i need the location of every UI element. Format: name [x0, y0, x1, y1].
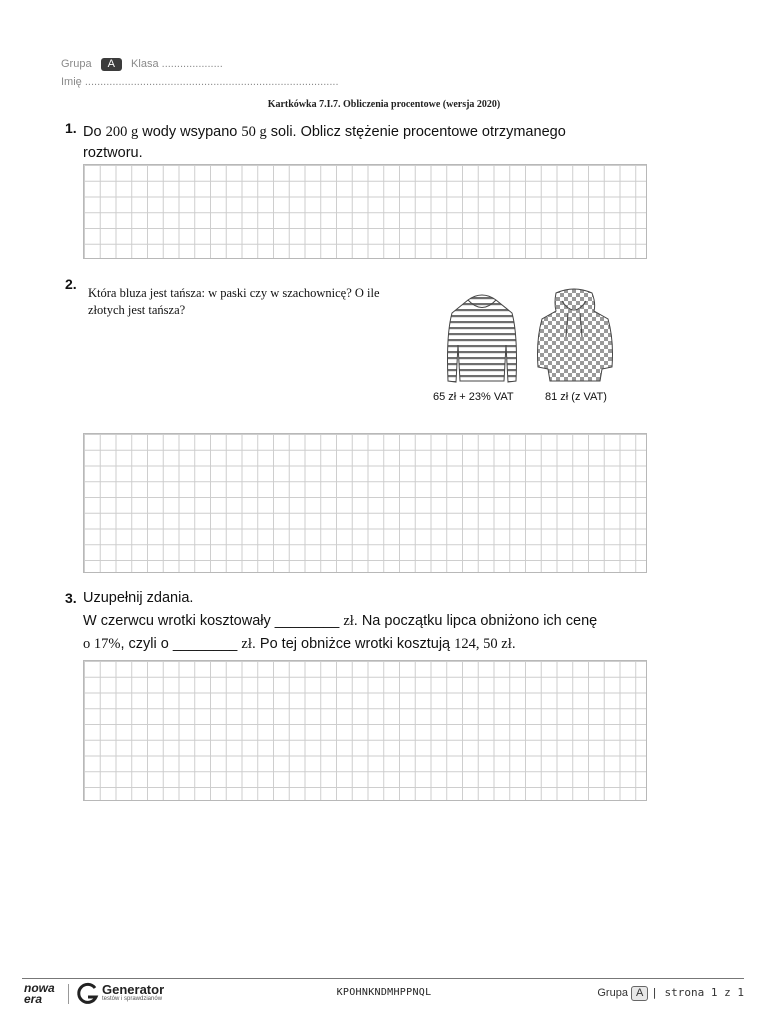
- q1-text-d: roztworu.: [83, 145, 143, 161]
- footer-page-info: [597, 986, 744, 1001]
- q1-number: 1.: [65, 120, 77, 136]
- footer-code: KPOHNKNDMHPPNQL: [336, 987, 432, 998]
- q1-math-b: 50 g: [241, 124, 267, 140]
- price-checked: 81 zł (z VAT): [545, 391, 607, 403]
- q3-l2-b: . Po tej obniżce wrotki kosztują: [251, 636, 455, 652]
- q2-line1: Która bluza jest tańsza: w paski czy w szachownicę? O ile: [88, 286, 380, 300]
- header-group-row: [61, 58, 223, 71]
- q2-answer-grid[interactable]: [83, 433, 647, 573]
- name-label: Imię: [61, 76, 82, 88]
- q2-line2: złotych jest tańsza?: [88, 303, 186, 317]
- page-title: Kartkówka 7.I.7. Obliczenia procentowe (wersja 2020): [267, 99, 501, 110]
- generator-subtitle: testów i sprawdzianów: [102, 996, 163, 1002]
- q3-l2-a: , czyli o ________: [120, 636, 242, 652]
- header-name-row: [61, 76, 339, 88]
- q1-answer-grid[interactable]: [83, 164, 647, 259]
- q1-text: [83, 122, 643, 164]
- q3-number: 3.: [65, 590, 77, 606]
- q3-l2-end: .: [511, 636, 516, 652]
- class-label: Klasa: [131, 58, 159, 70]
- name-dots: ...................................................................................: [84, 76, 339, 88]
- q3-l2-math-b: 124, 50 zł: [454, 636, 512, 652]
- q3-answer-grid[interactable]: [83, 660, 647, 801]
- price-striped: 65 zł + 23% VAT: [433, 391, 514, 403]
- checked-hoodie: [538, 289, 613, 381]
- nowa-era-logo: nowa era: [24, 981, 55, 1006]
- class-dots: ....................: [161, 58, 223, 70]
- footer-group-badge: A: [631, 986, 648, 1001]
- footer-group-label: Grupa: [597, 987, 628, 999]
- q3-l1-unit: zł: [343, 613, 354, 629]
- q1-math-a: 200 g: [105, 124, 139, 140]
- group-badge: A: [101, 58, 122, 71]
- striped-hoodie: [448, 295, 517, 382]
- q3-l1-a: W czerwcu wrotki kosztowały ________: [83, 613, 344, 629]
- q1-text-a: Do: [83, 124, 106, 140]
- generator-brand: Generator: [102, 982, 165, 997]
- q1-text-c: soli. Oblicz stężenie procentowe otrzymanego: [266, 124, 566, 140]
- q3-l2-math-a: o 17%: [83, 636, 121, 652]
- q2-number: 2.: [65, 276, 77, 292]
- footer-page-text: | strona 1 z 1: [651, 986, 744, 999]
- footer-divider: [22, 978, 744, 979]
- group-label: Grupa: [61, 58, 92, 70]
- q3-l2-unit: zł: [241, 636, 252, 652]
- q3-heading: Uzupełnij zdania.: [83, 590, 194, 606]
- q2-text: [88, 285, 418, 319]
- q1-text-b: wody wsypano: [138, 124, 242, 140]
- q3-text: [83, 587, 683, 656]
- q3-l1-b: . Na początku lipca obniżono ich cenę: [353, 613, 598, 629]
